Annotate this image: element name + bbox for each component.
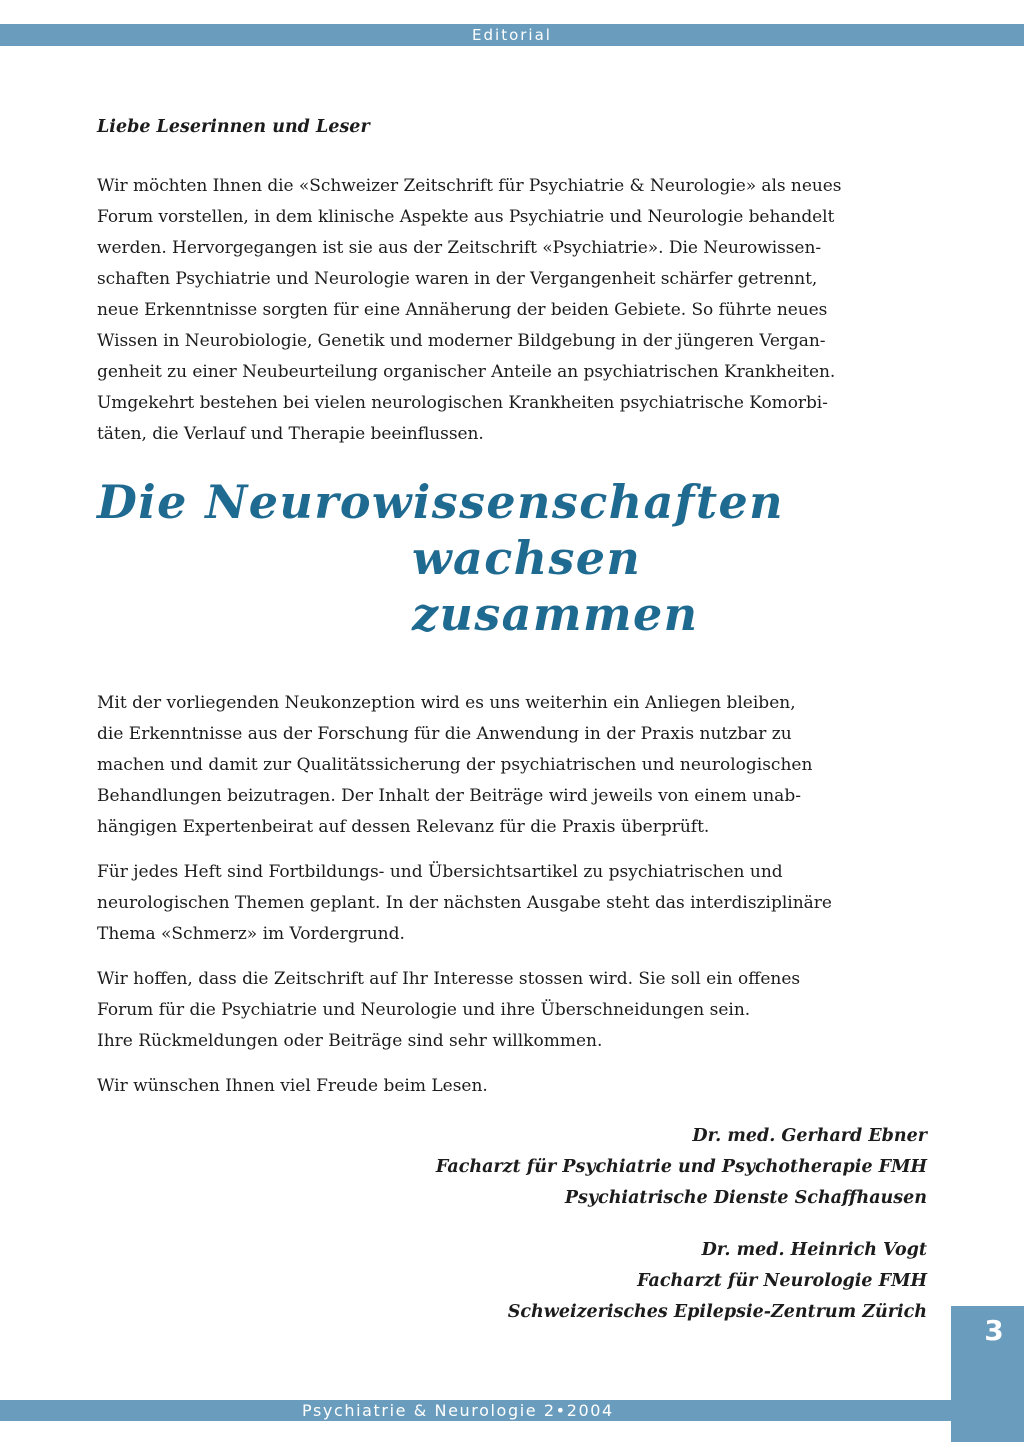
signature-name: Dr. med. Heinrich Vogt (701, 1240, 927, 1260)
body-paragraph: Wir wünschen Ihnen viel Freude beim Lesen. (97, 1076, 488, 1096)
article-body (97, 108, 927, 1116)
intro-paragraph: Wir möchten Ihnen die «Schweizer Zeitschrift für Psychiatrie & Neurologie» als neues Forum vorstellen, in dem klinische Aspekte aus Psychiatrie und Neurologie behandelt werden. Hervorgegangen ist sie aus der Zeitschrift «Psychiatrie». Die Neurowissen- schaften Psychiatrie und Neurologie waren in der Vergangenheit schärfer getrennt, neue Erkenntnisse sorgten für eine Annäherung der beiden Gebiete. So führte neues Wissen in Neurobiologie, Genetik und moderner Bildgebung in der jüngeren Vergan- genheit zu einer Neubeurteilung organischer Anteile an psychiatrischen Krankheiten. Umgekehrt bestehen bei vielen neurologischen Krankheiten psychiatrische Komorbi- täten, die Verlauf und Therapie beeinflussen. (97, 176, 842, 444)
footer-bar (0, 1400, 951, 1421)
signature-title: Facharzt für Psychiatrie und Psychotherapie FMH (435, 1157, 927, 1177)
page-number: 3 (984, 1314, 1004, 1347)
signature-block (436, 1121, 927, 1214)
signature-institution: Schweizerisches Epilepsie-Zentrum Zürich (507, 1302, 927, 1322)
page-number-tab (951, 1306, 1024, 1442)
signature-institution: Psychiatrische Dienste Schaffhausen (564, 1188, 927, 1208)
headline-line-1: Die Neurowissenschaften (97, 475, 785, 529)
body-paragraph: Wir hoffen, dass die Zeitschrift auf Ihr Interesse stossen wird. Sie soll ein offenes Forum für die Psychiatrie und Neurologie und ihre Überschneidungen sein. Ihre Rückmeldungen oder Beiträge sind sehr willkommen. (97, 969, 801, 1051)
headline (97, 474, 927, 642)
headline-line-2: wachsen zusammen (412, 531, 699, 641)
journal-issue: Psychiatrie & Neurologie 2•2004 (302, 1401, 614, 1420)
signatures (436, 1121, 927, 1349)
salutation: Liebe Leserinnen und Leser (97, 117, 370, 137)
signature-name: Dr. med. Gerhard Ebner (692, 1126, 927, 1146)
section-label: Editorial (472, 26, 552, 44)
signature-title: Facharzt für Neurologie FMH (637, 1271, 927, 1291)
section-header-bar (0, 24, 1024, 46)
body-paragraph: Mit der vorliegenden Neukonzeption wird es uns weiterhin ein Anliegen bleiben, die Erkenntnisse aus der Forschung für die Anwendung in der Praxis nutzbar zu machen und damit zur Qualitätssicherung der psychiatrischen und neurologischen Behandlungen beizutragen. Der Inhalt der Beiträge wird jeweils von einem unab- hängigen Expertenbeirat auf dessen Relevanz für die Praxis überprüft. (97, 693, 813, 837)
signature-block (436, 1235, 927, 1328)
body-paragraph: Für jedes Heft sind Fortbildungs- und Übersichtsartikel zu psychiatrischen und neurologischen Themen geplant. In der nächsten Ausgabe steht das interdisziplinäre Thema «Schmerz» im Vordergrund. (97, 862, 832, 944)
